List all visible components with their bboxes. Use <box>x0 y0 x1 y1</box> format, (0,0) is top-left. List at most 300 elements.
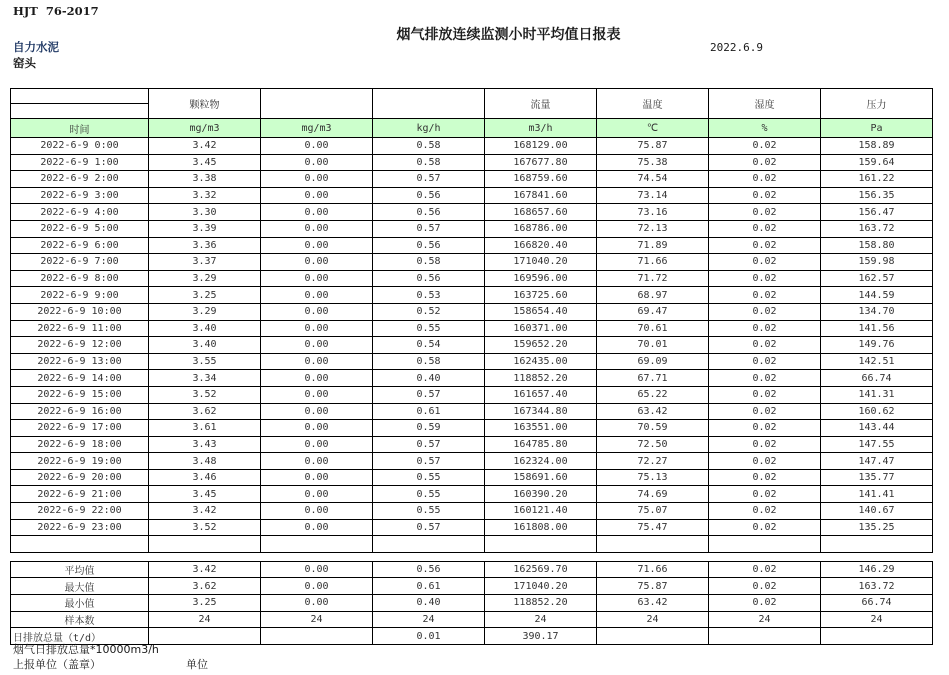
table-row <box>11 370 933 387</box>
time-cell: 2022-6-9 17:00 <box>11 420 149 437</box>
blank-cell <box>11 536 149 553</box>
value-cell: 72.50 <box>597 436 709 453</box>
value-cell: 73.16 <box>597 204 709 221</box>
value-cell: 0.00 <box>261 171 373 188</box>
time-cell: 2022-6-9 1:00 <box>11 154 149 171</box>
value-cell: 160371.00 <box>485 320 597 337</box>
value-cell: 72.13 <box>597 220 709 237</box>
table-row <box>11 254 933 271</box>
value-cell: 71.66 <box>597 254 709 271</box>
time-cell: 2022-6-9 10:00 <box>11 303 149 320</box>
value-cell: 0.56 <box>373 204 485 221</box>
value-cell: 66.74 <box>821 370 933 387</box>
value-cell: 0.02 <box>709 237 821 254</box>
blank-row <box>11 536 933 553</box>
value-cell: 0.57 <box>373 453 485 470</box>
value-cell: 163.72 <box>821 220 933 237</box>
summary-value-cell: 0.02 <box>709 561 821 578</box>
summary-table <box>10 561 933 645</box>
unit-header-cell: mg/m3 <box>149 119 261 138</box>
value-cell: 158654.40 <box>485 303 597 320</box>
table-row <box>11 353 933 370</box>
value-cell: 162.57 <box>821 270 933 287</box>
value-cell: 141.41 <box>821 486 933 503</box>
value-cell: 0.61 <box>373 403 485 420</box>
value-cell: 161.22 <box>821 171 933 188</box>
summary-label-cell: 日排放总量（t/d） <box>11 628 149 645</box>
value-cell: 75.13 <box>597 469 709 486</box>
summary-value-cell: 24 <box>149 611 261 628</box>
value-cell: 140.67 <box>821 503 933 520</box>
value-cell: 72.27 <box>597 453 709 470</box>
time-header-split-top <box>11 89 149 104</box>
group-header-cell: 湿度 <box>709 89 821 119</box>
time-cell: 2022-6-9 7:00 <box>11 254 149 271</box>
blank-cell <box>149 536 261 553</box>
summary-value-cell: 0.61 <box>373 578 485 595</box>
value-cell: 161657.40 <box>485 386 597 403</box>
value-cell: 0.58 <box>373 353 485 370</box>
value-cell: 0.02 <box>709 204 821 221</box>
value-cell: 75.38 <box>597 154 709 171</box>
value-cell: 159652.20 <box>485 337 597 354</box>
blank-cell <box>373 536 485 553</box>
value-cell: 0.02 <box>709 453 821 470</box>
value-cell: 3.52 <box>149 519 261 536</box>
time-cell: 2022-6-9 9:00 <box>11 287 149 304</box>
table-row <box>11 270 933 287</box>
value-cell: 0.02 <box>709 337 821 354</box>
summary-value-cell <box>709 628 821 645</box>
time-cell: 2022-6-9 15:00 <box>11 386 149 403</box>
summary-row <box>11 578 933 595</box>
report-table-area <box>10 88 934 645</box>
value-cell: 0.02 <box>709 420 821 437</box>
blank-cell <box>261 536 373 553</box>
value-cell: 0.55 <box>373 486 485 503</box>
time-cell: 2022-6-9 23:00 <box>11 519 149 536</box>
value-cell: 0.58 <box>373 138 485 155</box>
value-cell: 0.00 <box>261 138 373 155</box>
value-cell: 74.54 <box>597 171 709 188</box>
summary-value-cell: 0.00 <box>261 561 373 578</box>
unit-header-cell: % <box>709 119 821 138</box>
value-cell: 3.45 <box>149 486 261 503</box>
value-cell: 3.40 <box>149 337 261 354</box>
summary-value-cell: 0.01 <box>373 628 485 645</box>
value-cell: 0.00 <box>261 320 373 337</box>
table-row <box>11 154 933 171</box>
time-cell: 2022-6-9 16:00 <box>11 403 149 420</box>
value-cell: 3.62 <box>149 403 261 420</box>
value-cell: 0.59 <box>373 420 485 437</box>
time-cell: 2022-6-9 8:00 <box>11 270 149 287</box>
value-cell: 158.80 <box>821 237 933 254</box>
value-cell: 0.58 <box>373 154 485 171</box>
value-cell: 0.02 <box>709 187 821 204</box>
value-cell: 3.52 <box>149 386 261 403</box>
unit-header-cell: 时间 <box>11 119 149 138</box>
summary-value-cell: 162569.70 <box>485 561 597 578</box>
value-cell: 3.29 <box>149 270 261 287</box>
value-cell: 0.02 <box>709 370 821 387</box>
time-cell: 2022-6-9 18:00 <box>11 436 149 453</box>
value-cell: 0.02 <box>709 486 821 503</box>
value-cell: 3.40 <box>149 320 261 337</box>
value-cell: 162324.00 <box>485 453 597 470</box>
value-cell: 164785.80 <box>485 436 597 453</box>
value-cell: 71.89 <box>597 237 709 254</box>
summary-value-cell: 0.02 <box>709 595 821 612</box>
value-cell: 0.55 <box>373 503 485 520</box>
value-cell: 0.00 <box>261 403 373 420</box>
value-cell: 156.35 <box>821 187 933 204</box>
value-cell: 158.89 <box>821 138 933 155</box>
summary-value-cell <box>149 628 261 645</box>
value-cell: 160390.20 <box>485 486 597 503</box>
table-row <box>11 171 933 188</box>
summary-value-cell: 0.00 <box>261 595 373 612</box>
value-cell: 75.07 <box>597 503 709 520</box>
value-cell: 167677.80 <box>485 154 597 171</box>
value-cell: 73.14 <box>597 187 709 204</box>
value-cell: 118852.20 <box>485 370 597 387</box>
summary-value-cell: 24 <box>373 611 485 628</box>
value-cell: 3.29 <box>149 303 261 320</box>
value-cell: 135.25 <box>821 519 933 536</box>
summary-row <box>11 611 933 628</box>
value-cell: 134.70 <box>821 303 933 320</box>
value-cell: 0.00 <box>261 486 373 503</box>
table-row <box>11 303 933 320</box>
note-report-unit: 上报单位（盖章） <box>13 658 101 671</box>
table-row <box>11 503 933 520</box>
value-cell: 149.76 <box>821 337 933 354</box>
value-cell: 0.02 <box>709 303 821 320</box>
group-header-cell <box>261 89 373 119</box>
blank-cell <box>709 536 821 553</box>
value-cell: 3.61 <box>149 420 261 437</box>
value-cell: 75.47 <box>597 519 709 536</box>
time-cell: 2022-6-9 20:00 <box>11 469 149 486</box>
time-header-split-bottom <box>11 104 149 119</box>
table-row <box>11 237 933 254</box>
time-cell: 2022-6-9 2:00 <box>11 171 149 188</box>
value-cell: 168759.60 <box>485 171 597 188</box>
value-cell: 0.02 <box>709 220 821 237</box>
value-cell: 143.44 <box>821 420 933 437</box>
value-cell: 70.01 <box>597 337 709 354</box>
page-title: 烟气排放连续监测小时平均值日报表 <box>396 27 621 43</box>
table-row <box>11 486 933 503</box>
value-cell: 0.00 <box>261 270 373 287</box>
time-cell: 2022-6-9 4:00 <box>11 204 149 221</box>
group-header-cell: 流量 <box>485 89 597 119</box>
value-cell: 161808.00 <box>485 519 597 536</box>
value-cell: 0.00 <box>261 469 373 486</box>
blank-cell <box>821 536 933 553</box>
table-gap <box>10 553 934 561</box>
summary-value-cell: 24 <box>261 611 373 628</box>
station-name: 窑头 <box>13 56 36 70</box>
summary-value-cell: 171040.20 <box>485 578 597 595</box>
unit-header-cell: kg/h <box>373 119 485 138</box>
value-cell: 3.46 <box>149 469 261 486</box>
unit-header-cell: mg/m3 <box>261 119 373 138</box>
summary-value-cell <box>261 628 373 645</box>
unit-header-cell: ℃ <box>597 119 709 138</box>
value-cell: 0.00 <box>261 303 373 320</box>
value-cell: 0.00 <box>261 503 373 520</box>
value-cell: 0.00 <box>261 386 373 403</box>
time-cell: 2022-6-9 3:00 <box>11 187 149 204</box>
value-cell: 160.62 <box>821 403 933 420</box>
summary-value-cell: 0.02 <box>709 578 821 595</box>
blank-cell <box>485 536 597 553</box>
value-cell: 0.00 <box>261 187 373 204</box>
unit-header-row <box>11 119 933 138</box>
value-cell: 141.31 <box>821 386 933 403</box>
value-cell: 67.71 <box>597 370 709 387</box>
value-cell: 0.57 <box>373 436 485 453</box>
summary-value-cell <box>597 628 709 645</box>
value-cell: 135.77 <box>821 469 933 486</box>
value-cell: 0.00 <box>261 287 373 304</box>
value-cell: 0.00 <box>261 204 373 221</box>
time-cell: 2022-6-9 14:00 <box>11 370 149 387</box>
value-cell: 162435.00 <box>485 353 597 370</box>
value-cell: 0.56 <box>373 237 485 254</box>
value-cell: 3.43 <box>149 436 261 453</box>
blank-cell <box>597 536 709 553</box>
value-cell: 141.56 <box>821 320 933 337</box>
time-cell: 2022-6-9 0:00 <box>11 138 149 155</box>
value-cell: 0.57 <box>373 519 485 536</box>
company-name: 自力水泥 <box>13 40 59 54</box>
time-cell: 2022-6-9 11:00 <box>11 320 149 337</box>
time-cell: 2022-6-9 13:00 <box>11 353 149 370</box>
doc-code: HJT 76-2017 <box>13 4 99 18</box>
value-cell: 74.69 <box>597 486 709 503</box>
value-cell: 156.47 <box>821 204 933 221</box>
value-cell: 144.59 <box>821 287 933 304</box>
summary-label-cell: 样本数 <box>11 611 149 628</box>
value-cell: 0.57 <box>373 386 485 403</box>
value-cell: 0.57 <box>373 220 485 237</box>
summary-value-cell: 163.72 <box>821 578 933 595</box>
value-cell: 0.00 <box>261 353 373 370</box>
value-cell: 0.02 <box>709 320 821 337</box>
value-cell: 167344.80 <box>485 403 597 420</box>
value-cell: 0.57 <box>373 171 485 188</box>
value-cell: 69.09 <box>597 353 709 370</box>
value-cell: 159.98 <box>821 254 933 271</box>
note-unit: 单位 <box>186 658 208 671</box>
value-cell: 160121.40 <box>485 503 597 520</box>
value-cell: 0.00 <box>261 337 373 354</box>
group-header-cell: 压力 <box>821 89 933 119</box>
summary-value-cell: 3.25 <box>149 595 261 612</box>
time-cell: 2022-6-9 5:00 <box>11 220 149 237</box>
value-cell: 3.34 <box>149 370 261 387</box>
value-cell: 0.55 <box>373 469 485 486</box>
table-row <box>11 436 933 453</box>
value-cell: 0.02 <box>709 436 821 453</box>
time-cell: 2022-6-9 6:00 <box>11 237 149 254</box>
value-cell: 65.22 <box>597 386 709 403</box>
value-cell: 0.02 <box>709 270 821 287</box>
value-cell: 147.47 <box>821 453 933 470</box>
value-cell: 3.37 <box>149 254 261 271</box>
value-cell: 0.56 <box>373 187 485 204</box>
summary-value-cell: 63.42 <box>597 595 709 612</box>
time-cell: 2022-6-9 22:00 <box>11 503 149 520</box>
value-cell: 0.02 <box>709 386 821 403</box>
value-cell: 158691.60 <box>485 469 597 486</box>
value-cell: 0.02 <box>709 353 821 370</box>
value-cell: 3.32 <box>149 187 261 204</box>
value-cell: 0.00 <box>261 420 373 437</box>
table-row <box>11 320 933 337</box>
summary-value-cell: 0.56 <box>373 561 485 578</box>
summary-value-cell <box>821 628 933 645</box>
value-cell: 0.58 <box>373 254 485 271</box>
value-cell: 69.47 <box>597 303 709 320</box>
value-cell: 3.42 <box>149 138 261 155</box>
value-cell: 0.00 <box>261 436 373 453</box>
value-cell: 63.42 <box>597 403 709 420</box>
value-cell: 0.02 <box>709 503 821 520</box>
value-cell: 71.72 <box>597 270 709 287</box>
value-cell: 70.59 <box>597 420 709 437</box>
table-row <box>11 138 933 155</box>
value-cell: 0.52 <box>373 303 485 320</box>
value-cell: 3.55 <box>149 353 261 370</box>
value-cell: 3.42 <box>149 503 261 520</box>
summary-value-cell: 0.00 <box>261 578 373 595</box>
summary-value-cell: 118852.20 <box>485 595 597 612</box>
table-row <box>11 403 933 420</box>
summary-value-cell: 66.74 <box>821 595 933 612</box>
group-header-cell: 颗粒物 <box>149 89 261 119</box>
value-cell: 0.55 <box>373 320 485 337</box>
note-daily-total: 烟气日排放总量*10000m3/h <box>13 643 159 656</box>
value-cell: 3.30 <box>149 204 261 221</box>
value-cell: 3.48 <box>149 453 261 470</box>
value-cell: 0.00 <box>261 237 373 254</box>
summary-value-cell: 390.17 <box>485 628 597 645</box>
value-cell: 0.00 <box>261 154 373 171</box>
value-cell: 168129.00 <box>485 138 597 155</box>
value-cell: 0.02 <box>709 519 821 536</box>
table-row <box>11 287 933 304</box>
summary-row <box>11 561 933 578</box>
table-row <box>11 337 933 354</box>
table-row <box>11 453 933 470</box>
value-cell: 0.02 <box>709 154 821 171</box>
summary-label-cell: 最大值 <box>11 578 149 595</box>
value-cell: 147.55 <box>821 436 933 453</box>
group-header-row <box>11 89 933 104</box>
hourly-data-table <box>10 88 933 553</box>
value-cell: 0.02 <box>709 171 821 188</box>
unit-header-cell: m3/h <box>485 119 597 138</box>
summary-value-cell: 71.66 <box>597 561 709 578</box>
summary-row <box>11 595 933 612</box>
table-row <box>11 519 933 536</box>
table-row <box>11 469 933 486</box>
summary-label-cell: 平均值 <box>11 561 149 578</box>
group-header-cell: 温度 <box>597 89 709 119</box>
value-cell: 0.02 <box>709 403 821 420</box>
summary-value-cell: 3.42 <box>149 561 261 578</box>
value-cell: 3.45 <box>149 154 261 171</box>
value-cell: 0.00 <box>261 453 373 470</box>
value-cell: 68.97 <box>597 287 709 304</box>
value-cell: 163725.60 <box>485 287 597 304</box>
value-cell: 163551.00 <box>485 420 597 437</box>
value-cell: 3.25 <box>149 287 261 304</box>
summary-value-cell: 0.40 <box>373 595 485 612</box>
table-row <box>11 187 933 204</box>
value-cell: 169596.00 <box>485 270 597 287</box>
time-cell: 2022-6-9 21:00 <box>11 486 149 503</box>
table-row <box>11 204 933 221</box>
table-row <box>11 386 933 403</box>
value-cell: 167841.60 <box>485 187 597 204</box>
summary-value-cell: 3.62 <box>149 578 261 595</box>
value-cell: 0.54 <box>373 337 485 354</box>
time-cell: 2022-6-9 12:00 <box>11 337 149 354</box>
value-cell: 3.36 <box>149 237 261 254</box>
summary-label-cell: 最小值 <box>11 595 149 612</box>
value-cell: 0.53 <box>373 287 485 304</box>
value-cell: 0.02 <box>709 254 821 271</box>
value-cell: 0.02 <box>709 287 821 304</box>
value-cell: 0.00 <box>261 220 373 237</box>
value-cell: 0.40 <box>373 370 485 387</box>
summary-value-cell: 24 <box>485 611 597 628</box>
table-row <box>11 420 933 437</box>
value-cell: 0.00 <box>261 254 373 271</box>
summary-value-cell: 146.29 <box>821 561 933 578</box>
summary-value-cell: 75.87 <box>597 578 709 595</box>
summary-value-cell: 24 <box>709 611 821 628</box>
value-cell: 3.39 <box>149 220 261 237</box>
value-cell: 0.02 <box>709 138 821 155</box>
report-date: 2022.6.9 <box>710 41 763 54</box>
value-cell: 168657.60 <box>485 204 597 221</box>
unit-header-cell: Pa <box>821 119 933 138</box>
value-cell: 0.02 <box>709 469 821 486</box>
value-cell: 0.00 <box>261 519 373 536</box>
value-cell: 166820.40 <box>485 237 597 254</box>
value-cell: 142.51 <box>821 353 933 370</box>
value-cell: 3.38 <box>149 171 261 188</box>
value-cell: 0.56 <box>373 270 485 287</box>
value-cell: 70.61 <box>597 320 709 337</box>
value-cell: 171040.20 <box>485 254 597 271</box>
table-row <box>11 220 933 237</box>
summary-value-cell: 24 <box>821 611 933 628</box>
value-cell: 159.64 <box>821 154 933 171</box>
group-header-cell <box>373 89 485 119</box>
value-cell: 168786.00 <box>485 220 597 237</box>
value-cell: 75.87 <box>597 138 709 155</box>
value-cell: 0.00 <box>261 370 373 387</box>
time-cell: 2022-6-9 19:00 <box>11 453 149 470</box>
summary-value-cell: 24 <box>597 611 709 628</box>
